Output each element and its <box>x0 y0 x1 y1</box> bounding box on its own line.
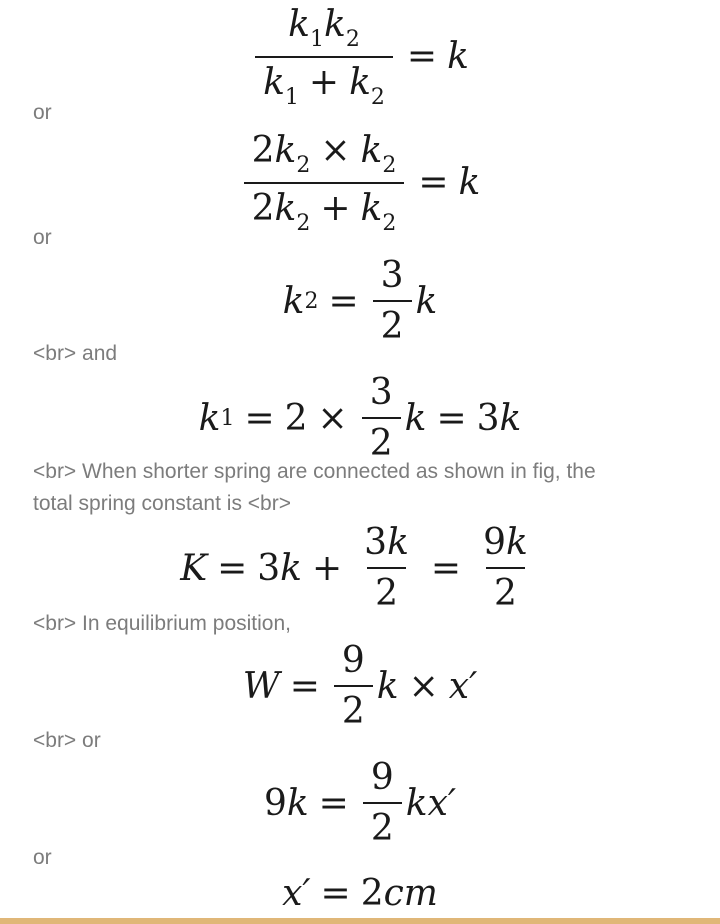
fraction: $\frac{9k}{2}$ <box>483 522 528 614</box>
equation-3: k 2 = $\frac{3}{2}$ k <box>282 255 438 347</box>
fraction: $\frac{2k_2 \times k_2}{2k_2 + k_2}$ <box>244 130 405 236</box>
fraction: $\frac{3}{2}$ <box>373 255 412 347</box>
text-equilibrium: <br> In equilibrium position, <box>33 612 291 635</box>
text-or-1: or <box>33 101 52 124</box>
fraction: $\frac{9}{2}$ <box>363 757 402 849</box>
text-or-4: or <box>33 846 52 869</box>
equation-2: $\frac{2k_2 \times k_2}{2k_2 + k_2}$ = k <box>0 130 720 236</box>
fraction: $\frac{k_1k_2}{k_1 + k_2}$ <box>255 4 393 110</box>
equation-6: W = $\frac{9}{2}$ k × x′ <box>242 640 478 732</box>
equation-5: K = 3 k + $\frac{3k}{2}$ = $\frac{9k}{2}$ <box>0 522 720 614</box>
fraction: $\frac{3}{2}$ <box>362 372 401 464</box>
text-and: <br> and <box>33 342 118 365</box>
equation-8: x′ = 2 cm <box>282 873 438 914</box>
equation-1: $\frac{k_1k_2}{k_1 + k_2}$ = k <box>0 4 720 110</box>
bottom-accent-bar <box>0 918 720 924</box>
text-or-3: <br> or <box>33 729 101 752</box>
text-shorter-spring: <br> When shorter spring are connected as shown in fig, the total spring constant is <br> <box>33 460 596 515</box>
fraction: $\frac{3k}{2}$ <box>364 522 409 614</box>
fraction: $\frac{9}{2}$ <box>334 640 373 732</box>
equation-7: 9 k = $\frac{9}{2}$ kx′ <box>263 757 457 849</box>
text-or-2: or <box>33 226 52 249</box>
equation-4: k 1 = 2 × $\frac{3}{2}$ k = 3 k <box>198 372 522 464</box>
